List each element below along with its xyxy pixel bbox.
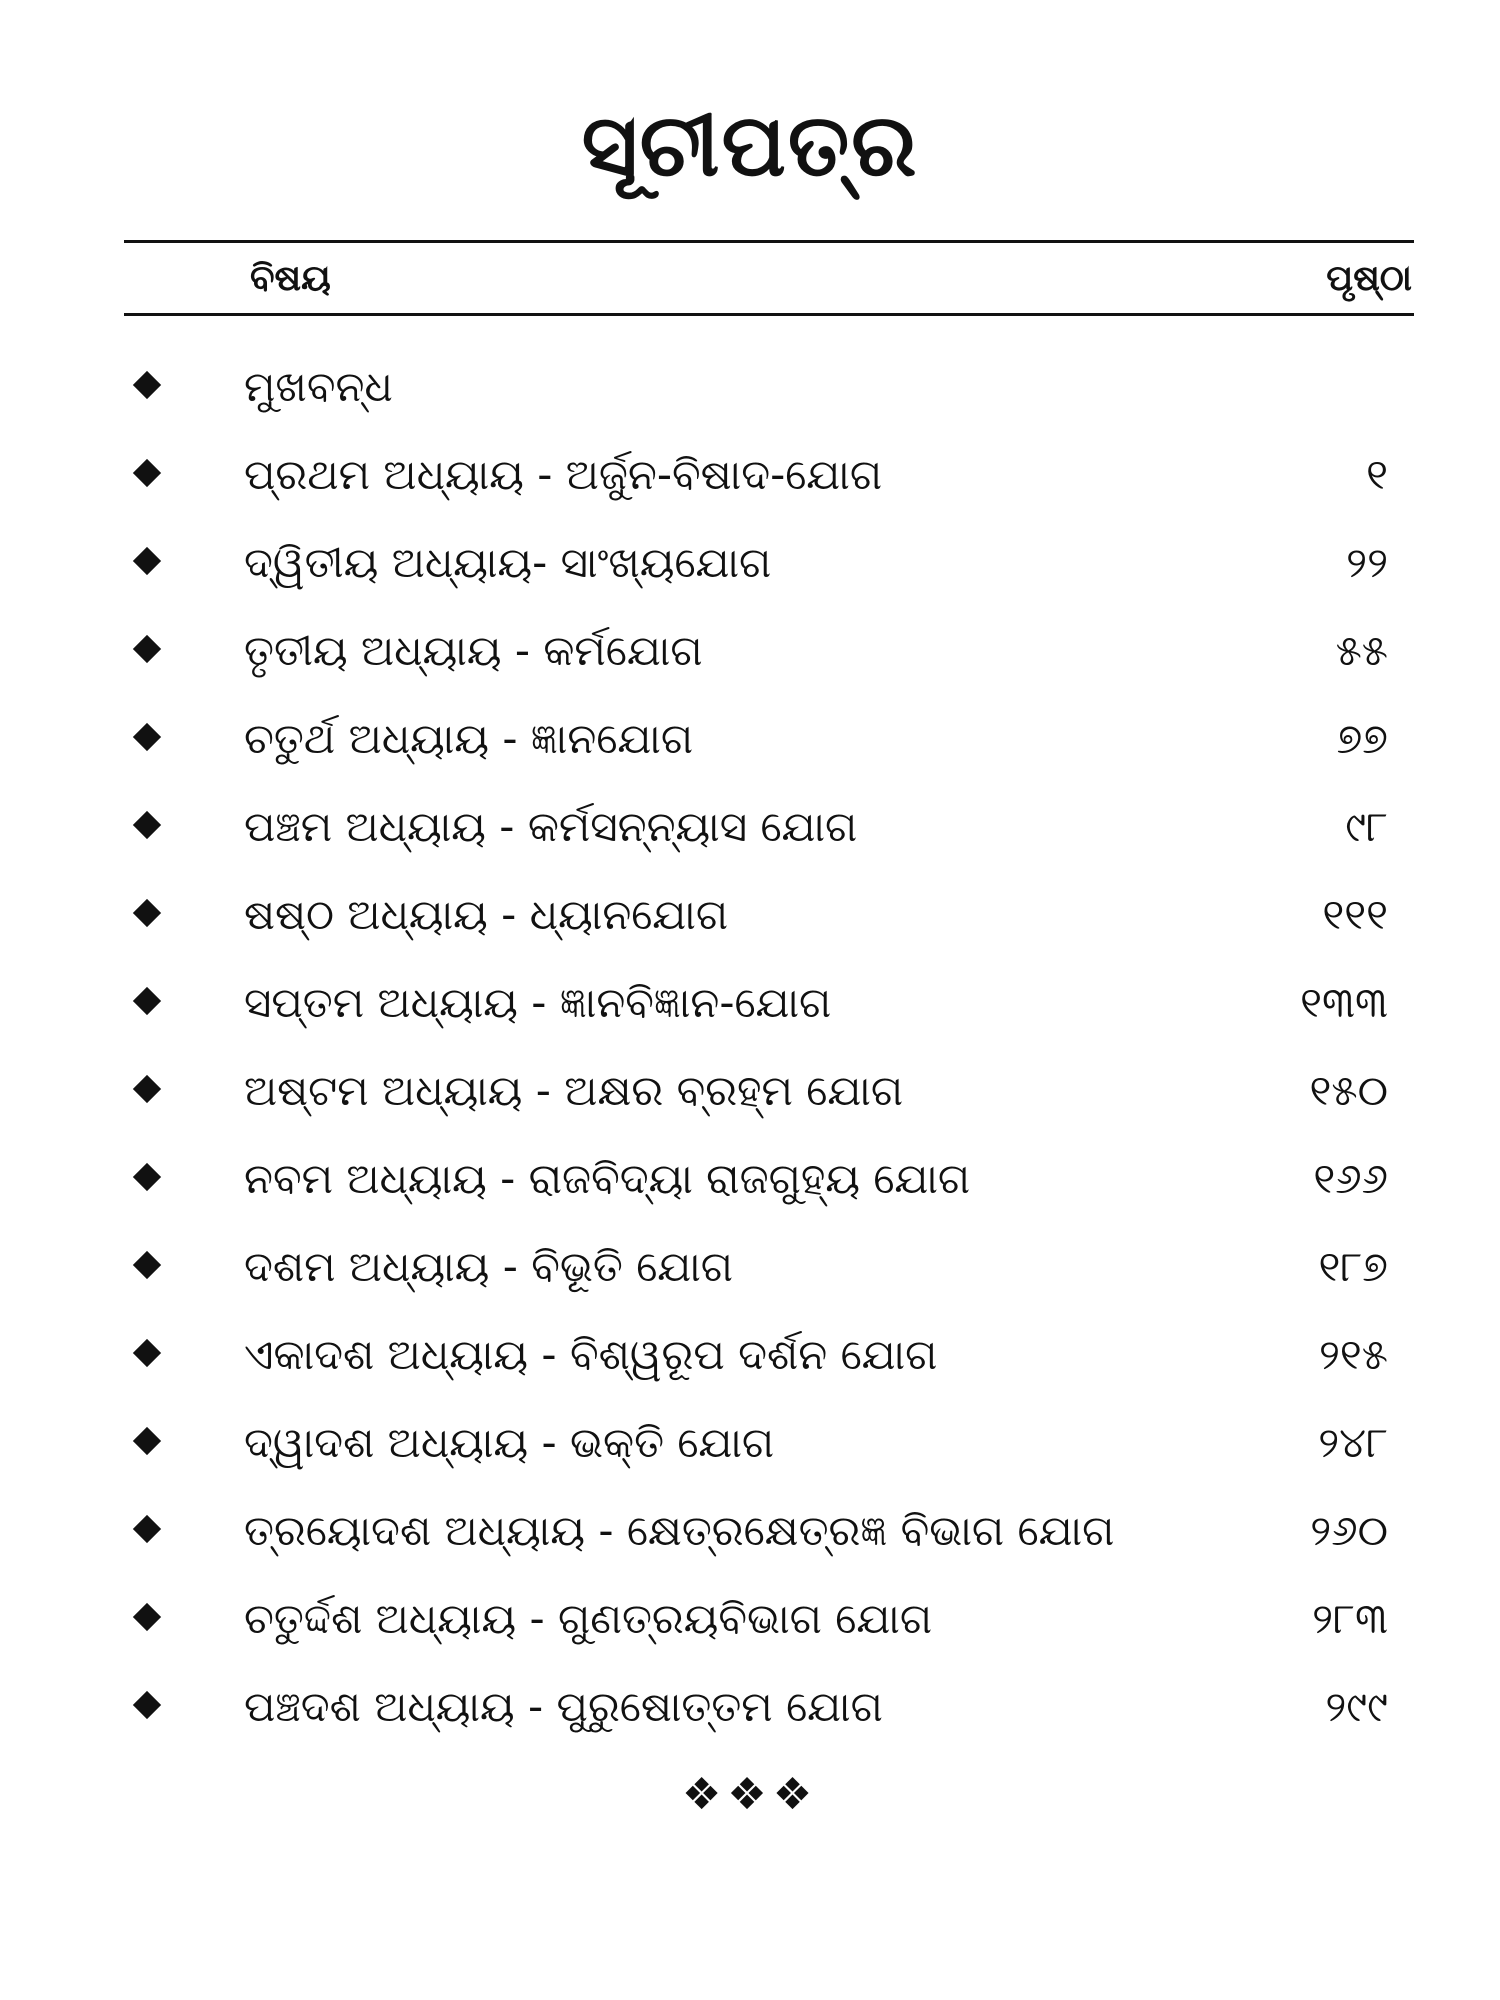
diamond-bullet-icon	[133, 899, 161, 927]
toc-row	[0, 1665, 1500, 1753]
toc-entry-title: ପଞ୍ଚଦଶ ଅଧ୍ୟାୟ - ପୁରୁଷୋତ୍ତମ ଯୋଗ	[244, 1682, 883, 1731]
table-of-contents	[0, 345, 1500, 1753]
diamond-bullet-icon	[133, 723, 161, 751]
toc-row	[0, 697, 1500, 785]
toc-entry-title: ଅଷ୍ଟମ ଅଧ୍ୟାୟ - ଅକ୍ଷର ବ୍ରହ୍ମ ଯୋଗ	[244, 1066, 904, 1115]
toc-entry-page: ୨୧୫	[1318, 1330, 1388, 1379]
diamond-bullet-icon	[133, 371, 161, 399]
toc-entry-page: ୧	[1366, 450, 1388, 499]
toc-entry-title: ଚତୁର୍ଥ ଅଧ୍ୟାୟ - ଜ୍ଞାନଯୋଗ	[244, 714, 694, 763]
toc-entry-page: ୧୫୦	[1309, 1066, 1388, 1115]
toc-entry-title: ଦଶମ ଅଧ୍ୟାୟ - ବିଭୂତି ଯୋଗ	[244, 1242, 734, 1291]
toc-entry-page: ୨୯୯	[1325, 1682, 1388, 1731]
diamond-bullet-icon	[133, 1603, 161, 1631]
diamond-bullet-icon	[133, 1075, 161, 1103]
toc-entry-title: ତ୍ରୟୋଦଶ ଅଧ୍ୟାୟ - କ୍ଷେତ୍ରକ୍ଷେତ୍ରଜ୍ଞ ବିଭାଗ ଯୋଗ	[244, 1506, 1115, 1555]
toc-entry-title: ପ୍ରଥମ ଅଧ୍ୟାୟ - ଅର୍ଜୁନ-ବିଷାଦ-ଯୋଗ	[244, 450, 883, 499]
diamond-bullet-icon	[133, 459, 161, 487]
toc-entry-page: ୨୪୮	[1318, 1418, 1388, 1467]
toc-entry-page: ୨୬୦	[1310, 1506, 1388, 1555]
toc-entry-title: ତୃତୀୟ ଅଧ୍ୟାୟ - କର୍ମଯୋଗ	[244, 626, 703, 675]
toc-row	[0, 521, 1500, 609]
column-header-page: ପୃଷ୍ଠା	[1326, 258, 1412, 299]
toc-entry-title: ସପ୍ତମ ଅଧ୍ୟାୟ - ଜ୍ଞାନବିଜ୍ଞାନ-ଯୋଗ	[244, 978, 832, 1027]
toc-entry-title: ଷଷ୍ଠ ଅଧ୍ୟାୟ - ଧ୍ୟାନଯୋଗ	[244, 890, 729, 939]
toc-row	[0, 609, 1500, 697]
column-header-subject: ବିଷୟ	[250, 258, 331, 299]
toc-entry-page: ୭୭	[1336, 714, 1388, 763]
toc-entry-page: ୧୩୩	[1300, 978, 1388, 1027]
toc-entry-page: ୯୮	[1345, 802, 1388, 851]
toc-entry-page: ୧୧୧	[1322, 890, 1388, 939]
header-bottom-rule	[124, 313, 1414, 316]
toc-row	[0, 1049, 1500, 1137]
toc-entry-title: ନବମ ଅଧ୍ୟାୟ - ରାଜବିଦ୍ୟା ରାଜଗୁହ୍ୟ ଯୋଗ	[244, 1154, 971, 1203]
toc-entry-page: ୧୮୭	[1318, 1242, 1388, 1291]
toc-row	[0, 1225, 1500, 1313]
toc-entry-page: ୨୨	[1346, 538, 1388, 587]
toc-row	[0, 785, 1500, 873]
page-title: ସୂଚୀପତ୍ର	[581, 96, 919, 196]
diamond-bullet-icon	[133, 547, 161, 575]
toc-entry-title: ପଞ୍ଚମ ଅଧ୍ୟାୟ - କର୍ମସନ୍ନ୍ୟାସ ଯୋଗ	[244, 802, 858, 851]
diamond-bullet-icon	[133, 1427, 161, 1455]
toc-entry-page: ୨୮୩	[1312, 1594, 1388, 1643]
diamond-bullet-icon	[133, 1163, 161, 1191]
diamond-bullet-icon	[133, 1251, 161, 1279]
diamond-bullet-icon	[133, 1339, 161, 1367]
toc-row	[0, 345, 1500, 433]
toc-row	[0, 1577, 1500, 1665]
diamond-bullet-icon	[133, 635, 161, 663]
toc-entry-title: ଦ୍ୱିତୀୟ ଅଧ୍ୟାୟ- ସାଂଖ୍ୟଯୋଗ	[244, 538, 772, 587]
toc-entry-page: ୧୬୬	[1313, 1154, 1388, 1203]
toc-entry-title: ଦ୍ୱାଦଶ ଅଧ୍ୟାୟ - ଭକ୍ତି ଯୋଗ	[244, 1418, 775, 1467]
toc-entry-title: ମୁଖବନ୍ଧ	[244, 362, 393, 411]
end-ornament-icon: ❖❖❖	[681, 1769, 819, 1820]
toc-row	[0, 873, 1500, 961]
toc-entry-title: ଚତୁର୍ଦ୍ଦଶ ଅଧ୍ୟାୟ - ଗୁଣତ୍ରୟବିଭାଗ ଯୋଗ	[244, 1594, 933, 1643]
toc-row	[0, 1401, 1500, 1489]
diamond-bullet-icon	[133, 987, 161, 1015]
toc-row	[0, 1489, 1500, 1577]
diamond-bullet-icon	[133, 811, 161, 839]
toc-row	[0, 961, 1500, 1049]
toc-row	[0, 433, 1500, 521]
diamond-bullet-icon	[133, 1691, 161, 1719]
toc-row	[0, 1313, 1500, 1401]
diamond-bullet-icon	[133, 1515, 161, 1543]
header-top-rule	[124, 240, 1414, 243]
toc-row	[0, 1137, 1500, 1225]
toc-entry-page: ୫୫	[1335, 626, 1388, 675]
toc-entry-title: ଏକାଦଶ ଅଧ୍ୟାୟ - ବିଶ୍ୱରୂପ ଦର୍ଶନ ଯୋଗ	[244, 1330, 938, 1379]
